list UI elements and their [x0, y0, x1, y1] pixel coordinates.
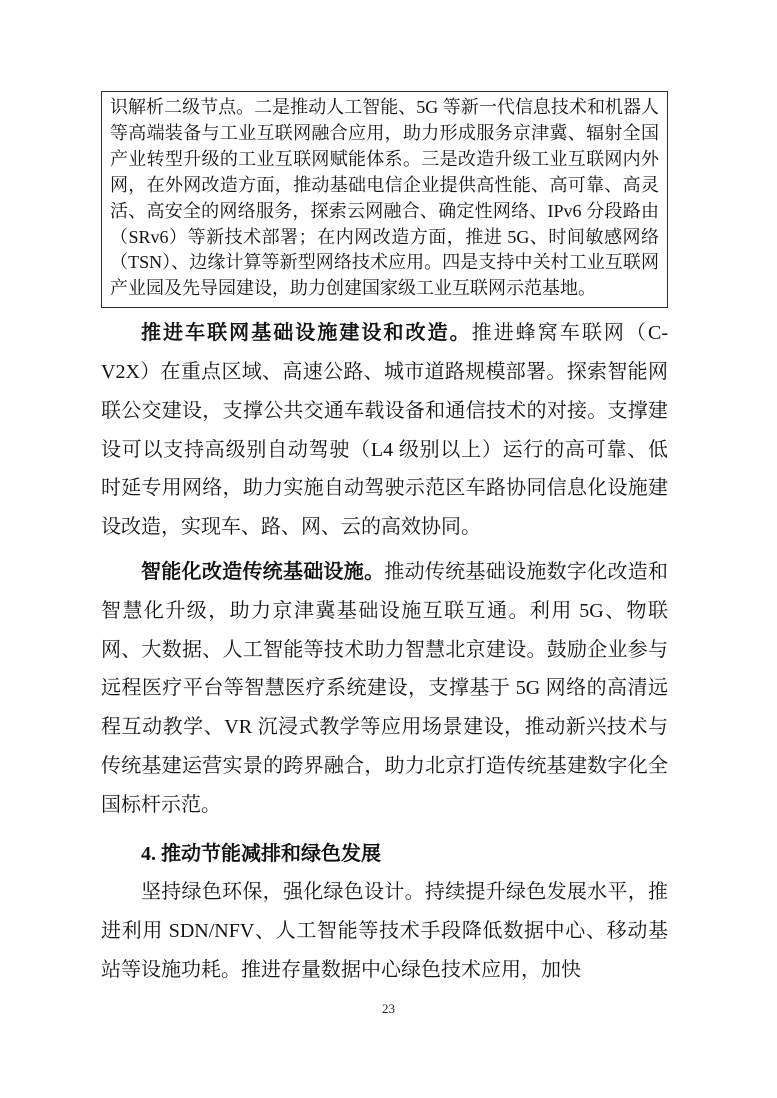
paragraph-smart-infrastructure	[101, 553, 668, 825]
section-heading-green-development: 4. 推动节能减排和绿色发展	[141, 842, 381, 865]
paragraph-vehicle-network	[101, 314, 668, 547]
boxed-continuation-paragraph	[101, 91, 668, 308]
paragraph-vehicle-network-text: 推进蜂窝车联网（C-V2X）在重点区域、高速公路、城市道路规模部署。探索智能网联公交建设，支撑公共交通车载设备和通信技术的对接。支撑建设可以支持高级别自动驾驶（L4 级别以上）运行的高可靠、低时延专用网络，助力实施自动驾驶示范区车路协同信息化设施建设改造，实现车、路、网、云的高效协同。	[101, 322, 669, 539]
boxed-paragraph-text: 识解析二级节点。二是推动人工智能、5G 等新一代信息技术和机器人等高端装备与工业互联网融合应用，助力形成服务京津冀、辐射全国产业转型升级的工业互联网赋能体系。三是改造升级工业互联网内外网，在外网改造方面，推动基础电信企业提供高性能、高可靠、高灵活、高安全的网络服务，探索云网融合、确定性网络、IPv6 分段路由（SRv6）等新技术部署；在内网改造方面，推进 5G、时间敏感网络（TSN）、边缘计算等新型网络技术应用。四是支持中关村工业互联网产业园及先导园建设，助力创建国家级工业互联网示范基地。	[110, 97, 659, 299]
paragraph-green-development: 坚持绿色环保，强化绿色设计。持续提升绿色发展水平，推进利用 SDN/NFV、人工智能等技术手段降低数据中心、移动基站等设施功耗。推进存量数据中心绿色技术应用，加快	[101, 881, 668, 981]
paragraph-vehicle-network-bold-lead: 推进车联网基础设施建设和改造。	[141, 322, 472, 345]
paragraph-smart-infrastructure-bold-lead: 智能化改造传统基础设施。	[141, 561, 385, 584]
page-number: 23	[382, 1001, 395, 1016]
paragraph-smart-infrastructure-text: 推动传统基础设施数字化改造和智慧化升级，助力京津冀基础设施互联互通。利用 5G、物联网、大数据、人工智能等技术助力智慧北京建设。鼓励企业参与远程医疗平台等智慧医疗系统建设，支撑基于 5G 网络的高清远程互动教学、VR 沉浸式教学等应用场景建设，推动新兴技术与传统基建运营实景的跨界融合，助力北京打造传统基建数字化全国标杆示范。	[101, 561, 669, 816]
